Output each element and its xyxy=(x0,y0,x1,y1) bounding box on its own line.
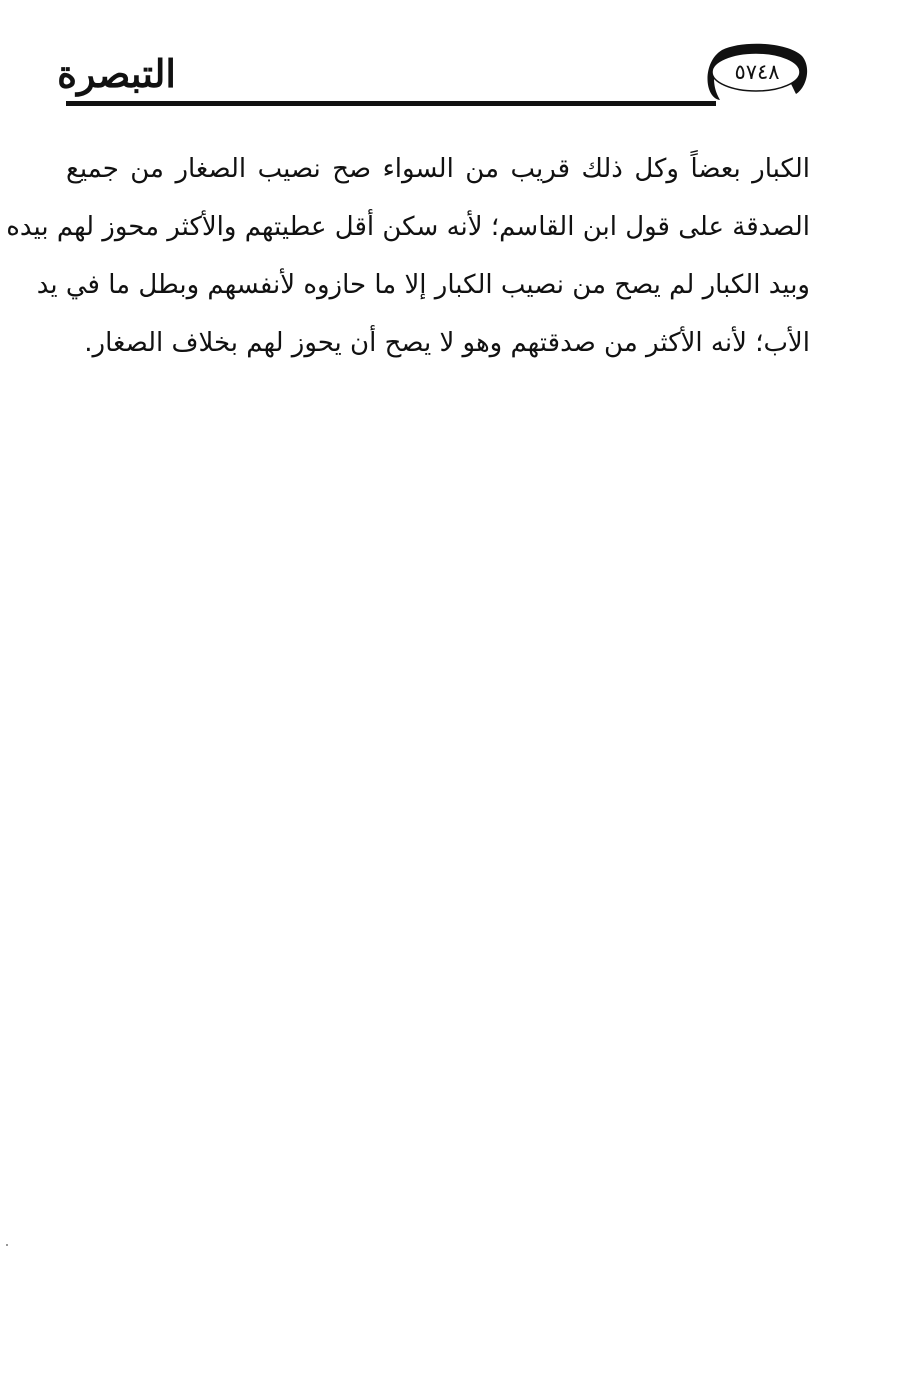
text-line: الصدقة على قول ابن القاسم؛ لأنه سكن أقل عطيتهم والأكثر محوز لهم بيده xyxy=(6,212,810,242)
page-number-badge xyxy=(700,42,810,104)
text-line: وبيد الكبار لم يصح من نصيب الكبار إلا ما حازوه لأنفسهم وبطل ما في يد xyxy=(36,270,810,300)
text-line: الكبار بعضاً وكل ذلك قريب من السواء صح نصيب الصغار من جميع xyxy=(66,154,810,184)
book-title: التبصرة xyxy=(57,51,176,96)
scan-speck xyxy=(6,1244,8,1246)
body-text xyxy=(6,140,810,372)
page-header xyxy=(0,0,920,120)
text-line: الأب؛ لأنه الأكثر من صدقتهم وهو لا يصح أن يحوز لهم بخلاف الصغار. xyxy=(84,328,810,358)
page-number: ٥٧٤٨ xyxy=(734,60,780,84)
header-rule xyxy=(66,101,716,106)
